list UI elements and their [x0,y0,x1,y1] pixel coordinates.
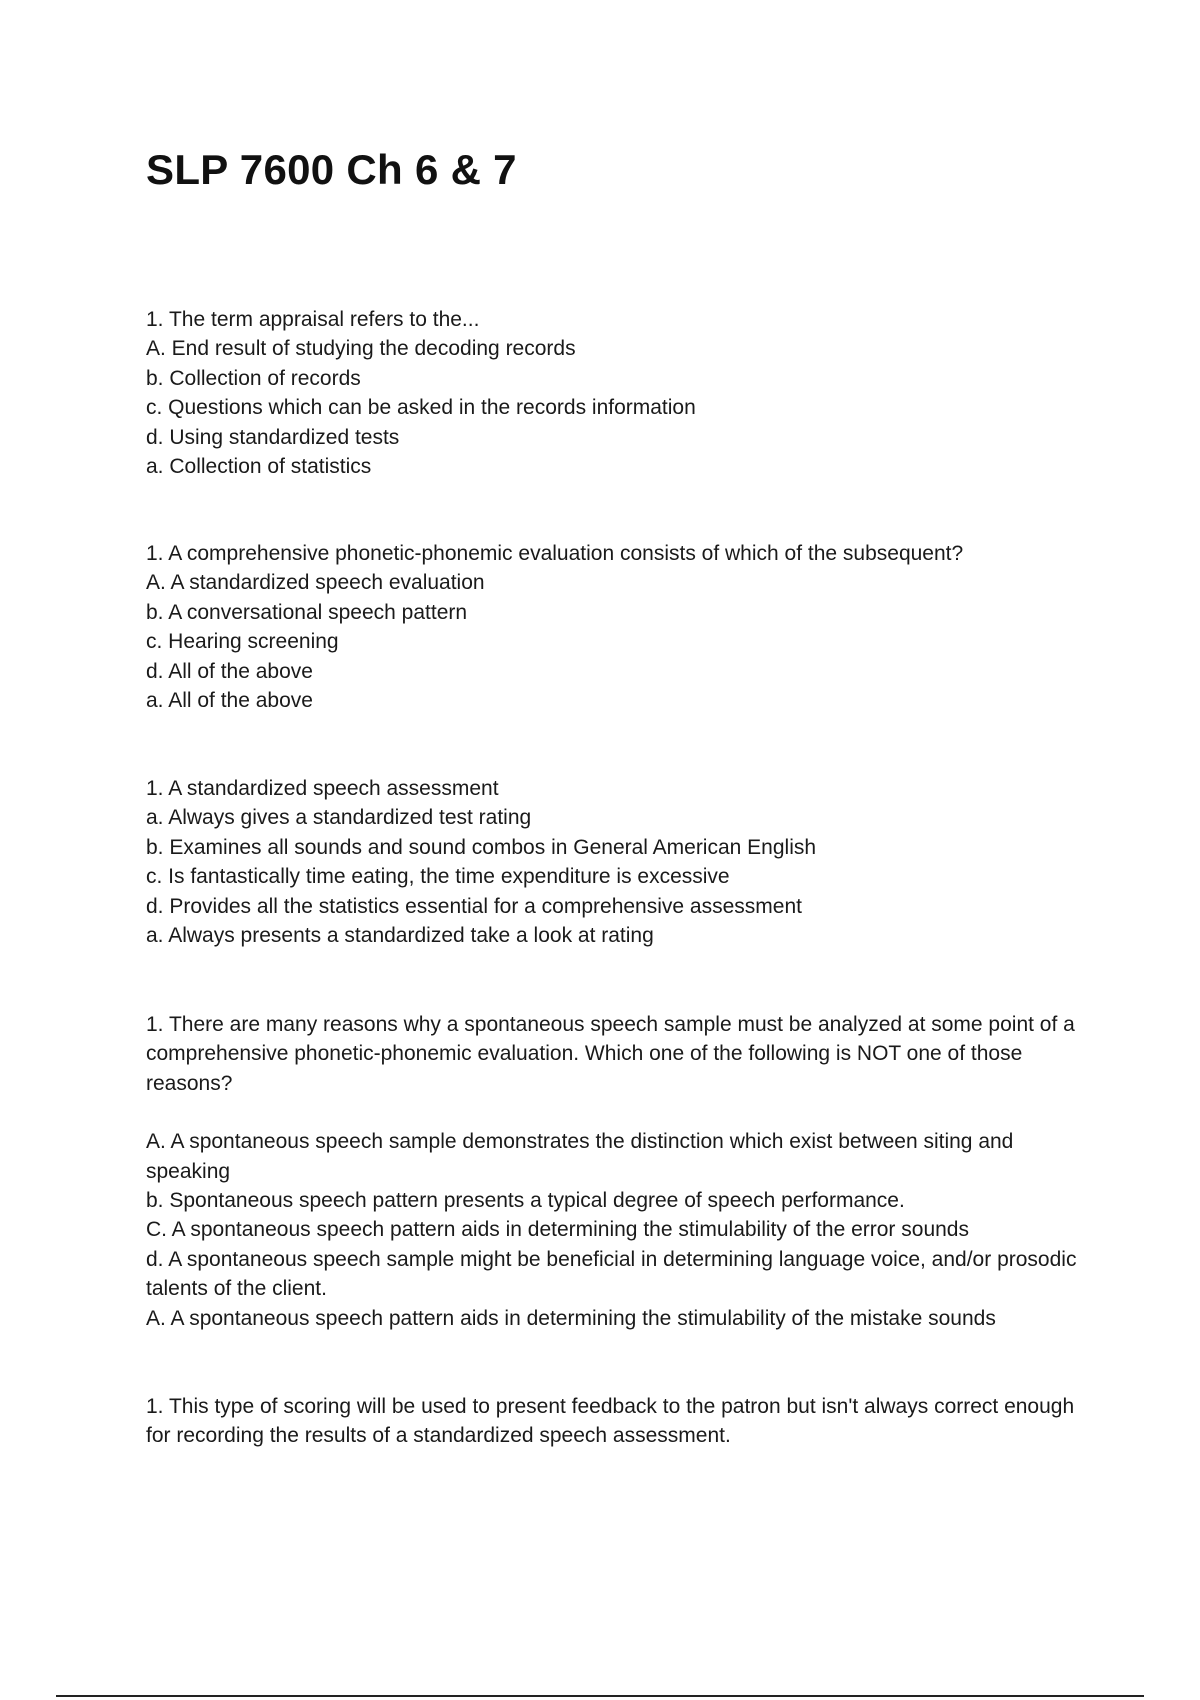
answer-option: d. A spontaneous speech sample might be beneficial in determining language voice, and/or prosodic talents of the client. [146,1247,1077,1301]
question-block-3 [146,774,1096,950]
correct-answer: a. Always presents a standardized take a look at rating [146,924,654,948]
question-stem: 1. This type of scoring will be used to present feedback to the patron but isn't always correct enough for recording the results of a standardized speech assessment. [146,1395,1075,1448]
answer-option: d. All of the above [146,659,313,683]
answer-option: A. A standardized speech evaluation [146,571,485,595]
answer-option: d. Using standardized tests [146,425,400,449]
question-stem: 1. A comprehensive phonetic-phonemic evaluation consists of which of the subsequent? [146,542,964,565]
question-stem: 1. A standardized speech assessment [146,777,499,800]
correct-answer: a. All of the above [146,689,313,713]
answer-option: b. Collection of records [146,366,361,390]
answer-option: b. A conversational speech pattern [146,600,468,624]
answer-option: b. Examines all sounds and sound combos in General American English [146,835,817,859]
page-bottom-divider [56,1695,1144,1697]
answer-option: C. A spontaneous speech pattern aids in determining the stimulability of the error sounds [146,1218,969,1242]
answer-option: c. Hearing screening [146,630,339,654]
question-block-1 [146,305,1096,481]
answer-option: A. End result of studying the decoding records [146,337,576,361]
question-stem: 1. The term appraisal refers to the... [146,308,480,331]
answer-option: d. Provides all the statistics essential for a comprehensive assessment [146,894,802,918]
correct-answer: a. Collection of statistics [146,455,372,479]
answer-option: c. Is fantastically time eating, the time expenditure is excessive [146,865,730,889]
question-stem: 1. There are many reasons why a spontaneous speech sample must be analyzed at some point of a comprehensive phonetic-phonemic evaluation. Which one of the following is NOT one of those reasons? [146,1013,1075,1095]
page-title: SLP 7600 Ch 6 & 7 [146,146,517,193]
question-block-4 [146,1010,1096,1333]
question-block-5 [146,1392,1096,1451]
question-block-2 [146,539,1096,715]
correct-answer: A. A spontaneous speech pattern aids in determining the stimulability of the mistake sounds [146,1306,996,1330]
answer-option: c. Questions which can be asked in the records information [146,396,696,420]
answer-option: b. Spontaneous speech pattern presents a typical degree of speech performance. [146,1189,905,1213]
answer-option: A. A spontaneous speech sample demonstrates the distinction which exist between siting and speaking [146,1130,1014,1183]
paragraph-spacer [146,1098,1096,1127]
answer-option: a. Always gives a standardized test rating [146,806,532,830]
